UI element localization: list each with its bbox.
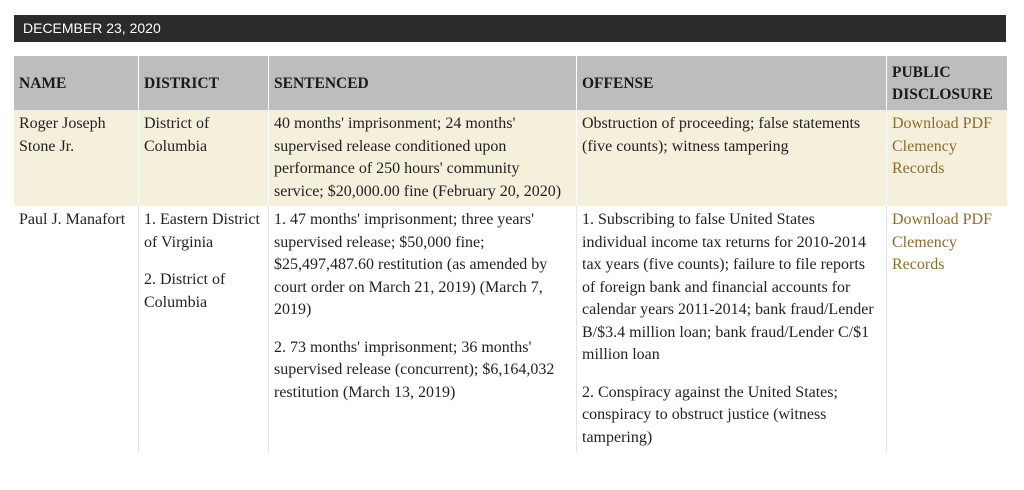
clemency-records-link[interactable]: Clemency Records [892,233,957,273]
cell-sentenced [268,206,576,452]
column-header-district: DISTRICT [138,56,268,110]
download-pdf-link[interactable]: Download PDF [892,211,993,228]
clemency-records-link[interactable]: Clemency Records [892,137,957,177]
cell-public-disclosure [886,206,1007,452]
cell-sentenced [268,110,576,206]
table-row [14,206,1007,452]
sentence-entry: 1. 47 months' imprisonment; three years' supervised release; $50,000 fine; $25,497,487.60 restitution (as amended by court order on March 21, 2019) (March 7, 2019) [274,211,548,318]
cell-district [138,206,268,452]
date-header: DECEMBER 23, 2020 [14,15,1006,42]
column-header-public-disclosure: PUBLIC DISCLOSURE [886,56,1007,110]
offense-entry: 1. Subscribing to false United States individual income tax returns for 2010-2014 tax years (five counts); failure to file reports of foreign bank and financial accounts for calendar years 2011-2014; bank fraud/Lender B/$3.4 million loan; bank fraud/Lender C/$1 million loan [582,211,874,363]
download-pdf-link[interactable]: Download PDF [892,115,993,132]
cell-district [138,110,268,206]
column-header-name: NAME [14,56,138,110]
offense-entry: Obstruction of proceeding; false statements (five counts); witness tampering [582,115,861,155]
column-header-sentenced: SENTENCED [268,56,576,110]
cell-offense [576,206,886,452]
district-entry: District of Columbia [144,115,210,155]
district-entry: 1. Eastern District of Virginia [144,211,260,251]
cell-name: Roger Joseph Stone Jr. [14,110,138,206]
cell-offense [576,110,886,206]
table-row [14,110,1007,206]
table-header-row [14,56,1007,110]
sentence-entry: 40 months' imprisonment; 24 months' supervised release conditioned upon performance of 250 hours' community service; $20,000.00 fine (February 20, 2020) [274,115,562,200]
district-entry: 2. District of Columbia [144,271,226,311]
sentence-entry: 2. 73 months' imprisonment; 36 months' supervised release (concurrent); $6,164,032 restitution (March 13, 2019) [274,338,555,401]
column-header-offense: OFFENSE [576,56,886,110]
cell-name: Paul J. Manafort [14,206,138,452]
clemency-table [14,56,1007,452]
cell-public-disclosure [886,110,1007,206]
offense-entry: 2. Conspiracy against the United States; conspiracy to obstruct justice (witness tampering) [582,383,838,446]
